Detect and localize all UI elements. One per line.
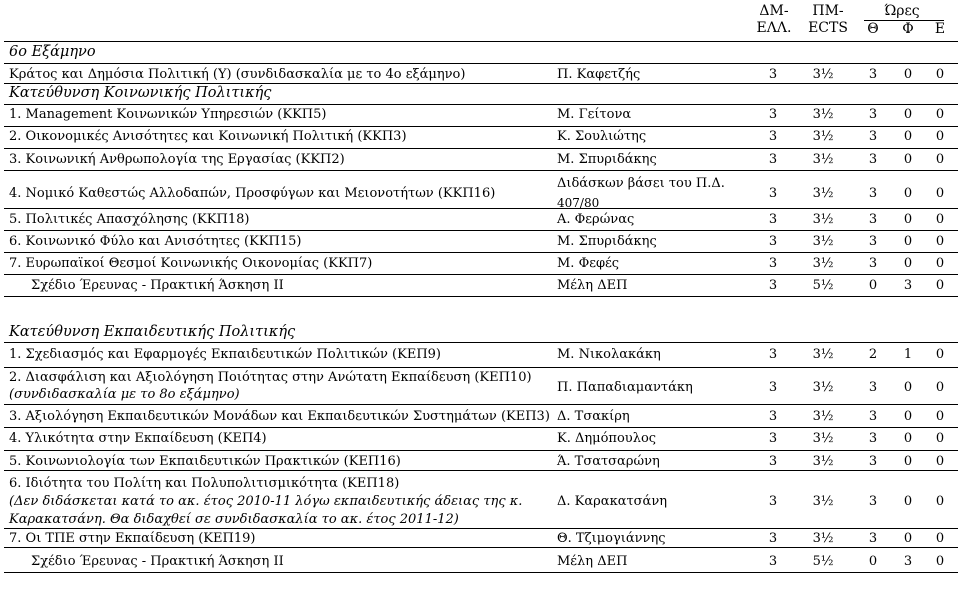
track1-row-3-f-value: 0 (903, 186, 913, 201)
row-divider (4, 342, 958, 343)
row-divider (4, 104, 958, 105)
track-title-social-policy: Κατεύθυνση Κοινωνικής Πολιτικής (9, 85, 272, 101)
track2-row-5-e-value: 0 (935, 494, 945, 509)
track2-row-7-th-value: 0 (868, 554, 878, 569)
teacher-name-line2: 407/80 (557, 196, 600, 210)
track2-row-0-th-value: 2 (868, 347, 878, 362)
header-e: Ε (934, 21, 946, 37)
row-divider (4, 572, 958, 573)
course-name: 2. Διασφάλιση και Αξιολόγηση Ποιότητας στην Ανώτατη Εκπαίδευση (ΚΕΠ10) (9, 370, 532, 385)
track2-row-6-th-value: 3 (868, 531, 878, 546)
track2-row-1-pm-value: 3½ (812, 380, 834, 395)
track1-row-4-f-value: 0 (903, 212, 913, 227)
track1-row-3-e-value: 0 (935, 186, 945, 201)
row-divider (4, 450, 958, 451)
teacher-name: Διδάσκων βάσει του Π.Δ. (557, 176, 725, 191)
track1-row-1-dm-value: 3 (768, 129, 778, 144)
row-divider (4, 63, 958, 64)
track2-row-7-f-value: 3 (903, 554, 913, 569)
track2-row-6-pm-value: 3½ (812, 531, 834, 546)
row-divider (4, 83, 958, 84)
track2-row-5-dm-value: 3 (768, 494, 778, 509)
track2-row-1-th-value: 3 (868, 380, 878, 395)
track2-row-2-th-value: 3 (868, 409, 878, 424)
teacher-name: Μ. Νικολακάκη (557, 347, 661, 362)
track2-row-0-dm-value: 3 (768, 347, 778, 362)
course-name: 1. Σχεδιασμός και Εφαρμογές Εκπαιδευτικών Πολιτικών (ΚΕΠ9) (9, 347, 441, 362)
track2-row-4-th-value: 3 (868, 454, 878, 469)
row-divider (4, 427, 958, 428)
row-divider (4, 404, 958, 405)
track1-row-4-pm-value: 3½ (812, 212, 834, 227)
track1-row-6-th-value: 3 (868, 256, 878, 271)
course-name: 2. Οικονομικές Ανισότητες και Κοινωνική Πολιτική (ΚΚΠ3) (9, 129, 407, 144)
track2-row-1-dm-value: 3 (768, 380, 778, 395)
track2-row-0-f-value: 1 (903, 347, 913, 362)
row-divider (4, 208, 958, 209)
row-divider (4, 274, 958, 275)
row-divider (4, 252, 958, 253)
track1-row-6-dm-value: 3 (768, 256, 778, 271)
header-f: Φ (902, 21, 914, 37)
track1-row-2-e-value: 0 (935, 152, 945, 167)
track1-row-0-th-value: 3 (868, 107, 878, 122)
track1-row-3-dm-value: 3 (768, 186, 778, 201)
track2-row-3-th-value: 3 (868, 431, 878, 446)
track1-row-0-e-value: 0 (935, 107, 945, 122)
first-row-f-value: 0 (903, 67, 913, 82)
header-pm-line1: ΠΜ- (812, 3, 844, 19)
track1-row-1-e-value: 0 (935, 129, 945, 144)
track2-row-1-e-value: 0 (935, 380, 945, 395)
row-divider (4, 547, 958, 548)
course-name: 4. Νομικό Καθεστώς Αλλοδαπών, Προσφύγων και Μειονοτήτων (ΚΚΠ16) (9, 186, 496, 201)
row-divider (4, 470, 958, 471)
row-divider (4, 296, 958, 297)
header-dm-line1: ΔΜ- (759, 3, 789, 19)
teacher-name: Μ. Σπυριδάκης (557, 234, 657, 249)
track1-row-2-f-value: 0 (903, 152, 913, 167)
first-row-pm-value: 3½ (812, 67, 834, 82)
course-name: 5. Πολιτικές Απασχόλησης (ΚΚΠ18) (9, 212, 250, 227)
course-name-note-line2: Καρακατσάνη. Θα διδαχθεί σε συνδιδασκαλία το ακ. έτος 2011-12) (9, 512, 459, 527)
header-pm (808, 3, 848, 37)
header-dm (754, 3, 794, 37)
track1-row-6-e-value: 0 (935, 256, 945, 271)
course-name: 3. Αξιολόγηση Εκπαιδευτικών Μονάδων και Εκπαιδευτικών Συστημάτων (ΚΕΠ3) (9, 409, 550, 424)
track1-row-4-th-value: 3 (868, 212, 878, 227)
teacher-name: Θ. Τζιμογιάννης (557, 531, 666, 546)
course-name: 1. Management Κοινωνικών Υπηρεσιών (ΚΚΠ5) (9, 107, 327, 122)
row-divider (4, 367, 958, 368)
track1-row-6-f-value: 0 (903, 256, 913, 271)
track2-row-4-dm-value: 3 (768, 454, 778, 469)
teacher-name: Μέλη ΔΕΠ (557, 278, 628, 293)
track2-row-6-dm-value: 3 (768, 531, 778, 546)
row-divider (4, 528, 958, 529)
track1-row-2-dm-value: 3 (768, 152, 778, 167)
teacher-name: Δ. Τσακίρη (557, 409, 630, 424)
track1-row-3-pm-value: 3½ (812, 186, 834, 201)
header-hours: Ώρες (884, 3, 920, 19)
track1-row-3-th-value: 3 (868, 186, 878, 201)
track2-row-3-f-value: 0 (903, 431, 913, 446)
semester-title: 6ο Εξάμηνο (9, 44, 96, 60)
track1-row-0-pm-value: 3½ (812, 107, 834, 122)
teacher-name: Α. Φερώνας (557, 212, 635, 227)
header-th: Θ (867, 21, 879, 37)
teacher-name: Ά. Τσατσαρώνη (557, 454, 660, 469)
course-name: Σχέδιο Έρευνας - Πρακτική Άσκηση ΙΙ (31, 278, 284, 293)
track1-row-5-f-value: 0 (903, 234, 913, 249)
course-name: 7. Οι ΤΠΕ στην Εκπαίδευση (ΚΕΠ19) (9, 531, 256, 546)
row-divider (4, 230, 958, 231)
teacher-name: Μ. Γείτονα (557, 107, 632, 122)
track1-row-7-e-value: 0 (935, 278, 945, 293)
course-name: 7. Ευρωπαϊκοί Θεσμοί Κοινωνικής Οικονομίας (ΚΚΠ7) (9, 256, 373, 271)
header-pm-line2: ECTS (808, 20, 848, 36)
track1-row-1-pm-value: 3½ (812, 129, 834, 144)
track2-row-3-e-value: 0 (935, 431, 945, 446)
teacher-name: Μ. Σπυριδάκης (557, 152, 657, 167)
track1-row-2-pm-value: 3½ (812, 152, 834, 167)
track2-row-0-e-value: 0 (935, 347, 945, 362)
teacher-name: Κ. Δημόπουλος (557, 431, 657, 446)
course-name: 3. Κοινωνική Ανθρωπολογία της Εργασίας (ΚΚΠ2) (9, 152, 345, 167)
track2-row-4-pm-value: 3½ (812, 454, 834, 469)
track2-row-2-dm-value: 3 (768, 409, 778, 424)
header-bottom-line (4, 41, 958, 42)
track2-row-3-pm-value: 3½ (812, 431, 834, 446)
track2-row-5-th-value: 3 (868, 494, 878, 509)
track1-row-5-pm-value: 3½ (812, 234, 834, 249)
track2-row-7-e-value: 0 (935, 554, 945, 569)
track2-row-2-e-value: 0 (935, 409, 945, 424)
course-name: 5. Κοινωνιολογία των Εκπαιδευτικών Πρακτικών (ΚΕΠ16) (9, 454, 401, 469)
track2-row-1-f-value: 0 (903, 380, 913, 395)
course-name: 4. Υλικότητα στην Εκπαίδευση (ΚΕΠ4) (9, 431, 267, 446)
track2-row-2-f-value: 0 (903, 409, 913, 424)
course-name: Σχέδιο Έρευνας - Πρακτική Άσκηση ΙΙ (31, 554, 284, 569)
track1-row-2-th-value: 3 (868, 152, 878, 167)
track2-row-5-f-value: 0 (903, 494, 913, 509)
course-name: 6. Ιδιότητα του Πολίτη και Πολυπολιτισμικότητα (ΚΕΠ18) (9, 476, 400, 491)
first-row-th-value: 3 (868, 67, 878, 82)
track2-row-7-pm-value: 5½ (812, 554, 834, 569)
track1-row-5-e-value: 0 (935, 234, 945, 249)
track2-row-3-dm-value: 3 (768, 431, 778, 446)
course-name-note: (συνδιδασκαλία με το 8ο εξάμηνο) (9, 387, 240, 402)
teacher-name: Μ. Φεφές (557, 256, 620, 271)
track2-row-7-dm-value: 3 (768, 554, 778, 569)
course-name: Κράτος και Δημόσια Πολιτική (Υ) (συνδιδασκαλία με το 4ο εξάμηνο) (9, 67, 466, 82)
track2-row-5-pm-value: 3½ (812, 494, 834, 509)
header-dm-line2: ΕΛΛ. (756, 20, 792, 36)
track1-row-7-th-value: 0 (868, 278, 878, 293)
teacher-name: Π. Καφετζής (557, 67, 641, 82)
row-divider (4, 148, 958, 149)
track2-row-4-e-value: 0 (935, 454, 945, 469)
first-row-dm-value: 3 (768, 67, 778, 82)
teacher-name: Δ. Καρακατσάνη (557, 494, 668, 509)
teacher-name: Π. Παπαδιαμαντάκη (557, 380, 693, 395)
track-title-education-policy: Κατεύθυνση Εκπαιδευτικής Πολιτικής (9, 324, 296, 340)
track1-row-7-pm-value: 5½ (812, 278, 834, 293)
teacher-name: Κ. Σουλιώτης (557, 129, 647, 144)
track2-row-0-pm-value: 3½ (812, 347, 834, 362)
track2-row-2-pm-value: 3½ (812, 409, 834, 424)
teacher-name: Μέλη ΔΕΠ (557, 554, 628, 569)
track1-row-4-e-value: 0 (935, 212, 945, 227)
track1-row-0-dm-value: 3 (768, 107, 778, 122)
row-divider (4, 170, 958, 171)
track2-row-6-f-value: 0 (903, 531, 913, 546)
track1-row-7-f-value: 3 (903, 278, 913, 293)
track1-row-6-pm-value: 3½ (812, 256, 834, 271)
track1-row-5-dm-value: 3 (768, 234, 778, 249)
course-name-note: (Δεν διδάσκεται κατά το ακ. έτος 2010-11 λόγω εκπαιδευτικής άδειας της κ. (9, 494, 523, 509)
track1-row-4-dm-value: 3 (768, 212, 778, 227)
track2-row-4-f-value: 0 (903, 454, 913, 469)
track1-row-0-f-value: 0 (903, 107, 913, 122)
course-name: 6. Κοινωνικό Φύλο και Ανισότητες (ΚΚΠ15) (9, 234, 302, 249)
track1-row-1-f-value: 0 (903, 129, 913, 144)
track2-row-6-e-value: 0 (935, 531, 945, 546)
track1-row-7-dm-value: 3 (768, 278, 778, 293)
first-row-e-value: 0 (935, 67, 945, 82)
track1-row-1-th-value: 3 (868, 129, 878, 144)
track1-row-5-th-value: 3 (868, 234, 878, 249)
row-divider (4, 126, 958, 127)
